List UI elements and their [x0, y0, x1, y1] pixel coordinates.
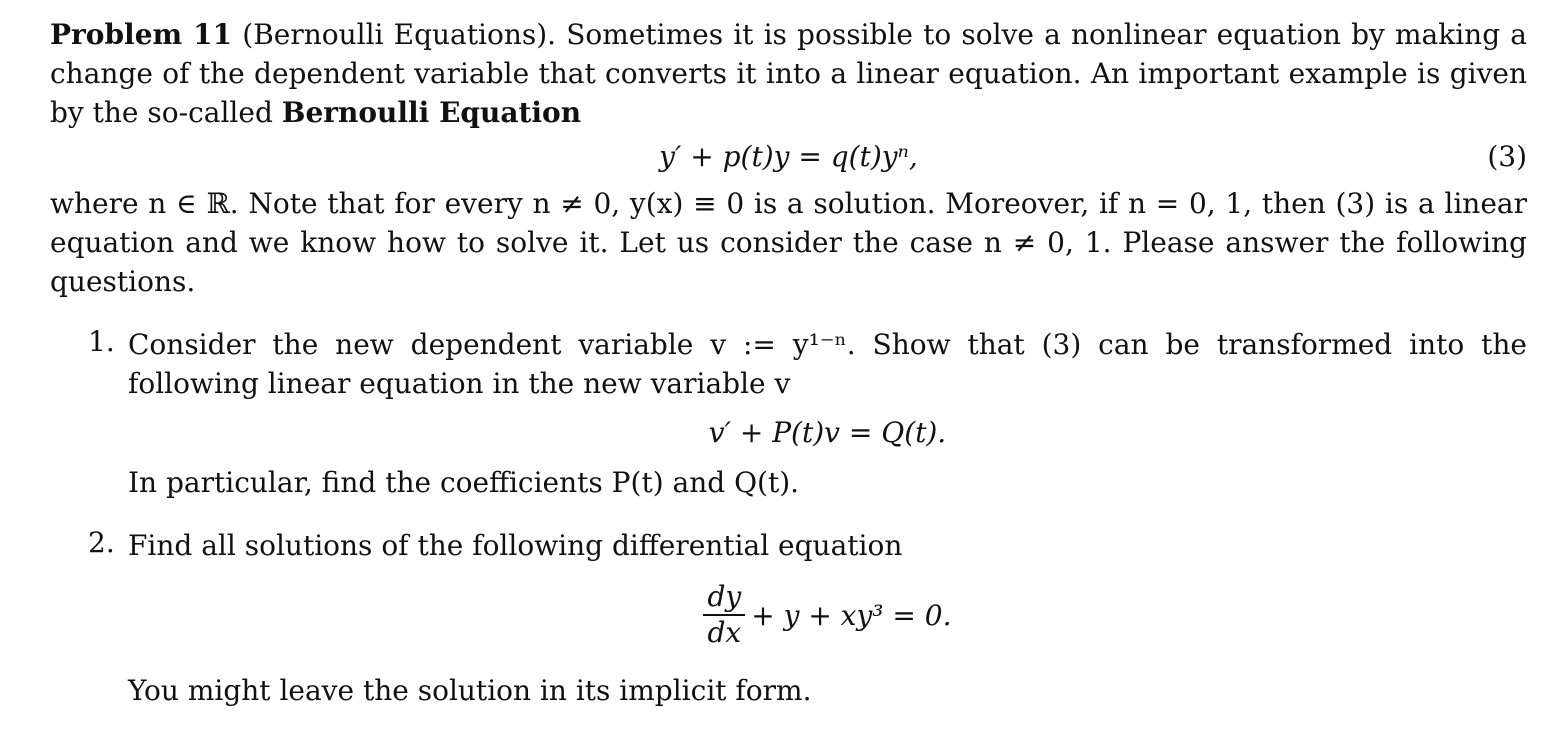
equation-main: y′ + p(t)y = q(t)yⁿ, — [659, 140, 918, 173]
equation-v: v′ + P(t)v = Q(t). — [708, 416, 947, 449]
fraction-numerator: dy — [707, 580, 742, 614]
item-text: In particular, find the coefficients P(t) and Q(t). — [128, 466, 800, 499]
defined-term: Bernoulli Equation — [281, 96, 582, 129]
problem-heading: Problem 11 — [50, 18, 233, 51]
equation-rest: + y + xy³ = 0. — [751, 598, 952, 632]
problem-paragraph-2 — [50, 184, 1527, 301]
fraction — [703, 582, 745, 648]
item-number: 2. — [88, 526, 115, 559]
item-equation — [128, 565, 1527, 665]
list-item — [50, 325, 1527, 502]
item-text: Find all solutions of the following differential equation — [128, 529, 903, 562]
fraction-denominator: dx — [707, 615, 742, 649]
equation-3 — [50, 132, 1527, 182]
intro-text: Sometimes it is possible to solve a nonlinear equation by making a change of the dependent variable that converts it into a linear equation. An important example is given by the so-called — [50, 18, 1527, 129]
problem-subheading: (Bernoulli Equations). — [242, 18, 557, 51]
problem-page — [50, 0, 1527, 710]
item-text: You might leave the solution in its implicit form. — [128, 674, 812, 707]
equation-tag: (3) — [1487, 140, 1527, 173]
problem-intro — [50, 15, 1527, 132]
question-list — [50, 325, 1527, 710]
item-text: Consider the new dependent variable v := y¹⁻ⁿ. Show that (3) can be transformed into the following linear equation in the new variable v — [128, 328, 1527, 400]
item-equation — [128, 403, 1527, 463]
para2-text: where n ∈ ℝ. Note that for every n ≠ 0, y(x) ≡ 0 is a solution. Moreover, if n = 0, 1, then (3) is a linear equation and we know how to solve it. Let us consider the case n ≠ 0, 1. Please answer the following questions. — [50, 187, 1527, 298]
list-item — [50, 526, 1527, 710]
item-number: 1. — [88, 325, 115, 358]
